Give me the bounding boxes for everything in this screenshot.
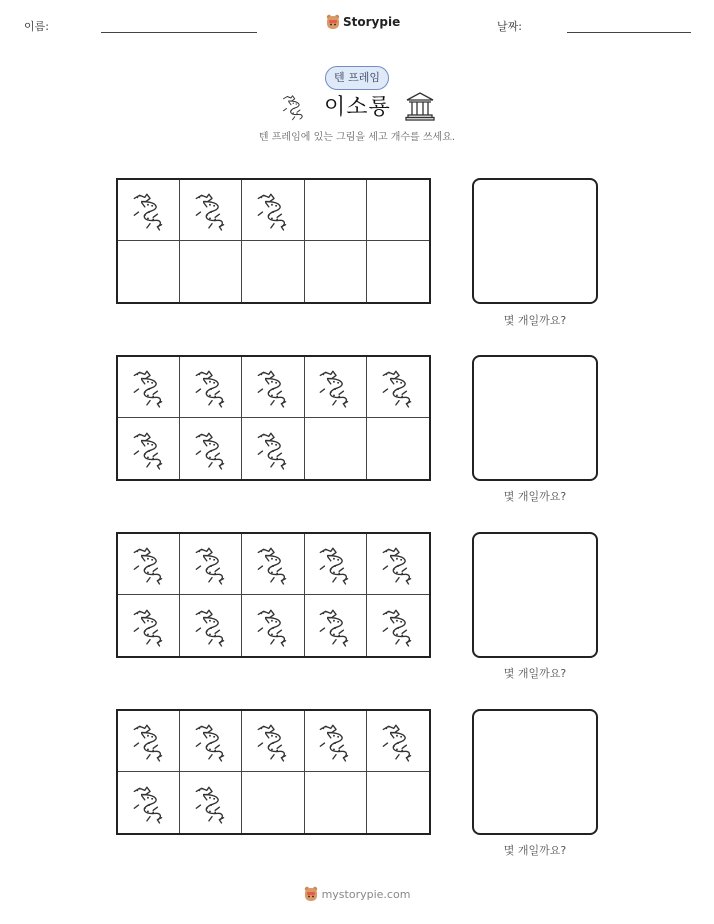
frame-cell	[180, 418, 242, 479]
dragon-icon	[190, 428, 232, 470]
dragon-icon	[252, 189, 294, 231]
count-question: 몇 개일까요?	[503, 314, 567, 327]
frame-cell	[367, 180, 429, 241]
answer-box[interactable]	[472, 532, 598, 658]
frame-cell	[118, 711, 180, 772]
frame-cell	[305, 418, 367, 479]
dragon-icon	[377, 605, 419, 647]
frame-cell	[118, 357, 180, 418]
worksheet-instructions: 텐 프레임에 있는 그림을 세고 개수를 쓰세요.	[258, 132, 456, 143]
ten-frame	[116, 709, 431, 835]
dragon-icon	[314, 366, 356, 408]
dragon-icon	[314, 720, 356, 762]
frame-cell	[242, 534, 304, 595]
answer-box[interactable]	[472, 709, 598, 835]
frame-cell	[242, 357, 304, 418]
answer-box[interactable]	[472, 178, 598, 304]
dragon-icon	[252, 366, 294, 408]
frame-cell	[242, 595, 304, 656]
frame-cell	[367, 772, 429, 833]
bear-logo-icon	[326, 14, 340, 30]
frame-cell	[242, 180, 304, 241]
frame-cell	[118, 241, 180, 302]
dragon-icon	[128, 189, 170, 231]
frame-cell	[367, 357, 429, 418]
date-label: 날짜:	[497, 20, 522, 33]
count-question: 몇 개일까요?	[503, 844, 567, 857]
frame-cell	[305, 772, 367, 833]
dragon-icon	[314, 543, 356, 585]
ten-frame	[116, 178, 431, 304]
frame-cell	[305, 241, 367, 302]
frame-cell	[118, 180, 180, 241]
frame-cell	[367, 418, 429, 479]
dragon-icon	[252, 543, 294, 585]
frame-cell	[305, 534, 367, 595]
frame-cell	[367, 534, 429, 595]
name-line[interactable]	[101, 32, 257, 33]
dragon-icon	[190, 782, 232, 824]
frame-cell	[118, 595, 180, 656]
brand-logo	[326, 14, 400, 30]
dragon-icon	[128, 720, 170, 762]
dragon-icon	[128, 605, 170, 647]
dragon-icon	[128, 543, 170, 585]
frame-cell	[367, 595, 429, 656]
frame-cell	[305, 357, 367, 418]
frame-cell	[305, 711, 367, 772]
dragon-icon	[190, 605, 232, 647]
dragon-icon	[377, 543, 419, 585]
dragon-icon	[190, 720, 232, 762]
dragon-icon	[252, 428, 294, 470]
name-label: 이름:	[24, 20, 49, 33]
count-question: 몇 개일까요?	[503, 490, 567, 503]
frame-cell	[367, 241, 429, 302]
dragon-icon	[314, 605, 356, 647]
dragon-icon	[252, 605, 294, 647]
frame-cell	[118, 534, 180, 595]
brand-name: Storypie	[343, 15, 401, 29]
frame-cell	[180, 357, 242, 418]
bear-logo-icon	[304, 886, 318, 902]
footer-url[interactable]: mystorypie.com	[321, 887, 411, 901]
frame-cell	[242, 418, 304, 479]
worksheet-title: 이소룡	[324, 95, 391, 120]
dragon-icon	[190, 366, 232, 408]
dragon-icon	[252, 720, 294, 762]
frame-cell	[242, 772, 304, 833]
frame-cell	[242, 241, 304, 302]
frame-cell	[118, 418, 180, 479]
frame-cell	[367, 711, 429, 772]
dragon-icon	[128, 428, 170, 470]
frame-cell	[180, 534, 242, 595]
frame-cell	[180, 711, 242, 772]
dragon-icon	[279, 92, 309, 122]
frame-cell	[180, 772, 242, 833]
temple-icon	[404, 90, 436, 122]
frame-type-badge: 텐 프레임	[325, 66, 389, 90]
frame-cell	[118, 772, 180, 833]
ten-frame	[116, 355, 431, 481]
frame-cell	[305, 180, 367, 241]
date-line[interactable]	[567, 32, 691, 33]
frame-cell	[180, 595, 242, 656]
dragon-icon	[377, 720, 419, 762]
answer-box[interactable]	[472, 355, 598, 481]
dragon-icon	[128, 366, 170, 408]
dragon-icon	[128, 782, 170, 824]
footer	[0, 886, 714, 902]
frame-cell	[242, 711, 304, 772]
frame-cell	[305, 595, 367, 656]
frame-cell	[180, 241, 242, 302]
dragon-icon	[190, 189, 232, 231]
frame-cell	[180, 180, 242, 241]
dragon-icon	[377, 366, 419, 408]
ten-frame	[116, 532, 431, 658]
count-question: 몇 개일까요?	[503, 667, 567, 680]
dragon-icon	[190, 543, 232, 585]
